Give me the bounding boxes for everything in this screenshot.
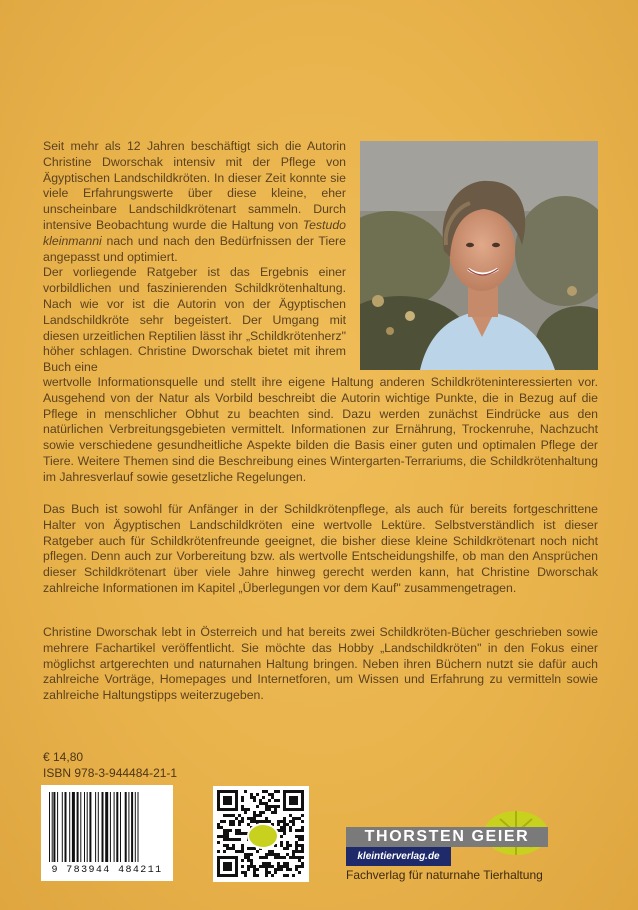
qr-module xyxy=(301,835,304,838)
barcode-bar xyxy=(125,792,127,862)
qr-module xyxy=(226,829,229,832)
barcode-bar xyxy=(102,792,104,862)
qr-module xyxy=(241,871,244,874)
qr-module xyxy=(262,802,265,805)
qr-module xyxy=(286,868,289,871)
qr-module xyxy=(295,850,298,853)
qr-module xyxy=(286,874,289,877)
qr-module xyxy=(253,796,256,799)
qr-module xyxy=(223,829,226,832)
qr-module xyxy=(280,826,283,829)
qr-module xyxy=(274,790,277,793)
qr-module xyxy=(283,832,286,835)
qr-module xyxy=(268,799,271,802)
qr-module xyxy=(241,844,244,847)
qr-module xyxy=(268,808,271,811)
qr-module xyxy=(247,823,250,826)
intro-text-1: Seit mehr als 12 Jahren beschäftigt sich die Autorin Christine Dworschak intensiv mit der Pflege von Ägyptischen Landschildkröten. In dieser Zeit konnte sie viele Erfahrungswerte über diese kleine, eher unscheinbare Landschildkrötenart sammeln. Durch intensive Beobachtung wurde die Haltung von xyxy=(43,139,346,232)
qr-module xyxy=(241,865,244,868)
qr-module xyxy=(250,793,253,796)
qr-module xyxy=(229,829,232,832)
qr-module xyxy=(250,847,253,850)
qr-module xyxy=(286,847,289,850)
qr-module xyxy=(244,808,247,811)
qr-module xyxy=(226,832,229,835)
qr-module xyxy=(295,868,298,871)
qr-module xyxy=(301,862,304,865)
qr-module xyxy=(223,838,226,841)
barcode-bar xyxy=(116,792,118,862)
qr-module xyxy=(289,796,298,805)
qr-module xyxy=(298,859,301,862)
qr-module xyxy=(241,847,244,850)
qr-module xyxy=(256,793,259,796)
qr-module xyxy=(232,820,235,823)
qr-module xyxy=(289,868,292,871)
qr-module xyxy=(274,871,277,874)
barcode-bar xyxy=(69,792,70,862)
qr-module xyxy=(274,805,277,808)
qr-module xyxy=(292,823,295,826)
qr-module xyxy=(268,865,271,868)
qr-module xyxy=(277,805,280,808)
qr-module xyxy=(280,865,283,868)
qr-module xyxy=(262,862,265,865)
isbn-barcode xyxy=(41,785,173,881)
qr-module xyxy=(265,790,268,793)
qr-module xyxy=(262,790,265,793)
qr-module xyxy=(256,874,259,877)
qr-module xyxy=(250,853,253,856)
qr-center-logo xyxy=(248,824,278,848)
price: € 14,80 xyxy=(43,750,84,764)
qr-module xyxy=(256,814,259,817)
qr-module xyxy=(241,832,244,835)
publisher-tagline: Fachverlag für naturnahe Tierhaltung xyxy=(346,868,543,882)
qr-module xyxy=(268,805,271,808)
qr-module xyxy=(265,874,268,877)
qr-module xyxy=(295,841,298,844)
qr-module xyxy=(253,874,256,877)
qr-module xyxy=(292,874,295,877)
qr-module xyxy=(286,844,289,847)
qr-module xyxy=(295,865,298,868)
qr-module xyxy=(277,823,280,826)
qr-module xyxy=(289,814,292,817)
intro-continuation xyxy=(43,375,598,486)
qr-module xyxy=(232,814,235,817)
qr-module xyxy=(280,835,283,838)
qr-module xyxy=(241,859,244,862)
qr-module xyxy=(268,820,271,823)
qr-module xyxy=(229,838,232,841)
qr-module xyxy=(241,808,244,811)
qr-module xyxy=(223,832,226,835)
qr-module xyxy=(250,820,253,823)
qr-module xyxy=(238,823,241,826)
qr-module xyxy=(253,865,256,868)
qr-module xyxy=(259,811,262,814)
qr-module xyxy=(247,808,250,811)
qr-module xyxy=(247,865,250,868)
qr-module xyxy=(265,817,268,820)
qr-module xyxy=(265,862,268,865)
qr-module xyxy=(256,868,259,871)
qr-code xyxy=(213,786,309,882)
qr-module xyxy=(232,838,235,841)
barcode-bar xyxy=(77,792,79,862)
qr-module xyxy=(271,793,274,796)
qr-module xyxy=(301,856,304,859)
qr-module xyxy=(268,862,271,865)
qr-module xyxy=(229,847,232,850)
qr-module xyxy=(223,862,232,871)
qr-module xyxy=(301,826,304,829)
publisher-logo xyxy=(346,827,548,866)
qr-module xyxy=(226,847,229,850)
qr-module xyxy=(241,799,244,802)
qr-module xyxy=(268,793,271,796)
qr-module xyxy=(235,817,238,820)
barcode-bar xyxy=(89,792,91,862)
qr-module xyxy=(250,865,253,868)
qr-module xyxy=(277,820,280,823)
qr-module xyxy=(292,817,295,820)
qr-module xyxy=(298,844,301,847)
qr-module xyxy=(265,871,268,874)
qr-module xyxy=(247,856,250,859)
qr-module xyxy=(271,865,274,868)
qr-module xyxy=(283,817,286,820)
publisher-logo-name: THORSTEN GEIER xyxy=(346,827,548,847)
barcode-bar xyxy=(128,792,129,862)
qr-module xyxy=(235,832,238,835)
qr-module xyxy=(241,817,244,820)
qr-module xyxy=(262,820,265,823)
qr-module xyxy=(286,862,289,865)
qr-module xyxy=(250,862,253,865)
qr-module xyxy=(220,820,223,823)
qr-module xyxy=(229,814,232,817)
qr-module xyxy=(280,856,283,859)
qr-module xyxy=(262,865,265,868)
qr-module xyxy=(238,820,241,823)
qr-module xyxy=(289,820,292,823)
barcode-bar xyxy=(98,792,99,862)
barcode-digits: 9 783944 484211 xyxy=(51,865,163,876)
qr-module xyxy=(256,850,259,853)
qr-module xyxy=(244,856,247,859)
qr-module xyxy=(277,865,280,868)
barcode-bar xyxy=(87,792,88,862)
qr-module xyxy=(259,799,262,802)
qr-module xyxy=(298,871,301,874)
qr-module xyxy=(256,820,259,823)
qr-module xyxy=(298,865,301,868)
qr-module xyxy=(280,829,283,832)
qr-module xyxy=(223,814,226,817)
qr-module xyxy=(286,853,289,856)
qr-module xyxy=(283,829,286,832)
qr-module xyxy=(292,820,295,823)
qr-module xyxy=(283,847,286,850)
qr-module xyxy=(241,796,244,799)
audience-paragraph xyxy=(43,502,598,597)
qr-module xyxy=(223,844,226,847)
barcode-bar xyxy=(72,792,75,862)
qr-module xyxy=(265,820,268,823)
qr-module xyxy=(289,856,292,859)
qr-module xyxy=(220,835,223,838)
qr-module xyxy=(244,853,247,856)
qr-module xyxy=(295,844,298,847)
qr-module xyxy=(238,814,241,817)
qr-module xyxy=(283,856,286,859)
qr-module xyxy=(253,820,256,823)
qr-module xyxy=(295,847,298,850)
qr-module xyxy=(283,823,286,826)
qr-module xyxy=(280,868,283,871)
qr-module xyxy=(274,853,277,856)
qr-module xyxy=(217,835,220,838)
qr-module xyxy=(283,865,286,868)
intro-paragraph xyxy=(43,139,346,265)
qr-module xyxy=(274,856,277,859)
qr-module xyxy=(277,856,280,859)
species-name: Testudo kleinmanni xyxy=(43,217,346,248)
qr-module xyxy=(277,799,280,802)
qr-module xyxy=(286,865,289,868)
qr-module xyxy=(298,856,301,859)
qr-module xyxy=(280,841,283,844)
audience-text: Das Buch ist sowohl für Anfänger in der Schildkrötenpflege, als auch für bereits fortgeschrittene Halter von Ägyptischen Landschildkröten eine wertvolle Lektüre. Selbstverständlich ist dieser Ratgeber auch für Schildkrötenfreunde geeignet, die bisher diese kleine Schildkrötenart noch nicht pflegen. Denn auch zur Vorbereitung bzw. als wertvolle Entscheidungshilfe, ob man den Ansprüchen dieser Schildkrötenart über viele Jahre hinweg gerecht werden kann, hat Christine Dworschak zahlreiche Informationen im Kapitel „Überlegungen vor dem Kauf" zusammengetragen. xyxy=(43,502,598,595)
qr-module xyxy=(292,853,295,856)
qr-module xyxy=(220,826,223,829)
barcode-bar xyxy=(84,792,85,862)
qr-module xyxy=(232,823,235,826)
author-bio-text: Christine Dworschak lebt in Österreich und hat bereits zwei Schildkröten-Bücher geschrieben sowie mehrere Fachartikel veröffentlicht. Sie möchte das Hobby „Landschildkröten" in den Fokus einer möglichst artgerechten und naturnahen Haltung bringen. Neben ihren Büchern nutzt sie dafür auch zahlreiche Vorträge, Homepages und Internetforen, um Wissen und Erfahrung zu vermitteln sowie zahlreiche Haltungstipps weiterzugeben. xyxy=(43,625,598,703)
qr-module xyxy=(238,829,241,832)
qr-module xyxy=(238,838,241,841)
qr-module xyxy=(244,871,247,874)
qr-module xyxy=(283,820,286,823)
qr-module xyxy=(271,874,274,877)
barcode-bar xyxy=(53,792,55,862)
qr-module xyxy=(232,844,235,847)
qr-module xyxy=(247,847,250,850)
barcode-bar xyxy=(110,792,111,862)
qr-module xyxy=(226,814,229,817)
barcode-bar xyxy=(95,792,96,862)
qr-module xyxy=(253,868,256,871)
qr-module xyxy=(298,838,301,841)
qr-module xyxy=(226,844,229,847)
qr-module xyxy=(268,850,271,853)
barcode-bar xyxy=(65,792,67,862)
isbn: ISBN 978-3-944484-21-1 xyxy=(43,766,178,780)
intro-text-2: nach und nach den Bedürfnissen der Tiere angepasst und optimiert. xyxy=(43,233,346,264)
qr-module xyxy=(268,853,271,856)
qr-module xyxy=(295,835,298,838)
qr-module xyxy=(244,874,247,877)
qr-module xyxy=(265,865,268,868)
barcode-bar xyxy=(105,792,108,862)
qr-module xyxy=(301,850,304,853)
barcode-bar xyxy=(131,792,133,862)
qr-module xyxy=(274,808,277,811)
barcode-bar xyxy=(120,792,121,862)
qr-module xyxy=(259,820,262,823)
qr-module xyxy=(289,844,292,847)
qr-module xyxy=(223,796,232,805)
qr-module xyxy=(253,817,256,820)
barcode-bar xyxy=(135,792,136,862)
barcode-bars xyxy=(47,792,167,866)
qr-module xyxy=(271,850,274,853)
qr-module xyxy=(226,835,229,838)
qr-module xyxy=(217,823,220,826)
barcode-bar xyxy=(80,792,81,862)
qr-module xyxy=(259,814,262,817)
qr-module xyxy=(262,796,265,799)
qr-module xyxy=(250,796,253,799)
qr-module xyxy=(241,850,244,853)
ratgeber-paragraph: Der vorliegende Ratgeber ist das Ergebnis einer vorbildlichen und faszinierenden Schildkrötenhaltung. Nach wie vor ist die Autorin von der Ägyptischen Landschildkröte sehr begeistert. Der Umgang mit diesen urzeitlichen Reptilien lässt ihr „Schildkrötenherz" höher schlagen. Christine Dworschak bietet mit ihrem Buch eine xyxy=(43,265,346,375)
qr-module xyxy=(241,820,244,823)
qr-module xyxy=(301,844,304,847)
qr-module xyxy=(280,820,283,823)
qr-module xyxy=(295,817,298,820)
qr-module xyxy=(265,805,268,808)
qr-module xyxy=(301,865,304,868)
qr-module xyxy=(229,823,232,826)
barcode-bar xyxy=(49,792,50,862)
qr-module xyxy=(283,874,286,877)
qr-module xyxy=(262,856,265,859)
qr-module xyxy=(217,826,220,829)
barcode-bar xyxy=(114,792,115,862)
qr-module xyxy=(277,853,280,856)
qr-module xyxy=(238,850,241,853)
qr-module xyxy=(217,841,220,844)
barcode-bar xyxy=(62,792,63,862)
qr-module xyxy=(292,856,295,859)
qr-module xyxy=(286,841,289,844)
qr-module xyxy=(244,811,247,814)
qr-module xyxy=(271,853,274,856)
qr-module xyxy=(241,805,244,808)
qr-module xyxy=(271,811,274,814)
author-bio-paragraph xyxy=(43,625,598,704)
author-photo xyxy=(360,141,598,370)
qr-module xyxy=(265,802,268,805)
qr-module xyxy=(295,829,298,832)
qr-module xyxy=(259,802,262,805)
barcode-bar xyxy=(138,792,139,862)
qr-module xyxy=(286,823,289,826)
qr-module xyxy=(283,826,286,829)
qr-module xyxy=(298,835,301,838)
qr-module xyxy=(226,838,229,841)
qr-module xyxy=(259,865,262,868)
barcode-bar xyxy=(52,792,53,862)
qr-module xyxy=(265,868,268,871)
qr-module xyxy=(259,856,262,859)
barcode-bar xyxy=(57,792,58,862)
qr-module xyxy=(223,850,226,853)
qr-module xyxy=(265,856,268,859)
qr-module xyxy=(265,853,268,856)
qr-module xyxy=(262,811,265,814)
qr-module xyxy=(274,811,277,814)
qr-module xyxy=(250,817,253,820)
qr-module xyxy=(295,856,298,859)
qr-module xyxy=(229,820,232,823)
qr-module xyxy=(277,790,280,793)
qr-module xyxy=(277,868,280,871)
qr-module xyxy=(247,868,250,871)
qr-module xyxy=(253,814,256,817)
qr-module xyxy=(247,817,250,820)
intro-continuation-text: wertvolle Informationsquelle und stellt ihre eigene Haltung anderen Schildkröteninteressierten vor. Ausgehend von der Natur als Vorbild beschreibt die Autorin wichtige Punkte, die in Bezug auf die Pflege in menschlicher Obhut zu beachten sind. Dazu werden zunächst Eindrücke aus den natürlichen Verbreitungsgebieten vermittelt. Informationen zur Ernährung, Trockenruhe, Nachzucht sowie verschiedene gesundheitliche Aspekte bilden die Basis einer guten und optimalen Pflege der Tiere. Weitere Themen sind die Beschreibung eines Wintergarten-Terrariums, die Schildkrötenhaltung im Jahresverlauf sowie gesetzliche Regelungen. xyxy=(43,375,598,484)
qr-module xyxy=(301,847,304,850)
qr-module xyxy=(274,868,277,871)
qr-module xyxy=(298,817,301,820)
qr-module xyxy=(283,862,286,865)
qr-module xyxy=(301,829,304,832)
qr-module xyxy=(271,805,274,808)
qr-module xyxy=(238,832,241,835)
qr-module xyxy=(232,847,235,850)
qr-module xyxy=(253,799,256,802)
qr-module xyxy=(289,826,292,829)
qr-module xyxy=(235,829,238,832)
qr-module xyxy=(247,853,250,856)
qr-module xyxy=(298,850,301,853)
publisher-logo-url: kleintierverlag.de xyxy=(346,847,451,866)
qr-module xyxy=(235,850,238,853)
price-isbn-block xyxy=(43,749,177,781)
qr-module xyxy=(280,844,283,847)
qr-module xyxy=(253,871,256,874)
qr-module xyxy=(223,835,226,838)
qr-module xyxy=(298,829,301,832)
qr-module xyxy=(301,814,304,817)
qr-module xyxy=(223,820,226,823)
qr-module xyxy=(289,829,292,832)
qr-module xyxy=(274,799,277,802)
qr-module xyxy=(244,790,247,793)
qr-module xyxy=(265,808,268,811)
qr-module xyxy=(271,796,274,799)
qr-module xyxy=(277,862,280,865)
qr-module xyxy=(301,820,304,823)
qr-module xyxy=(244,832,247,835)
qr-module xyxy=(235,838,238,841)
qr-module xyxy=(217,850,220,853)
qr-module xyxy=(253,811,256,814)
qr-module xyxy=(250,859,253,862)
qr-module xyxy=(268,871,271,874)
qr-module xyxy=(292,850,295,853)
qr-module xyxy=(256,805,259,808)
qr-module xyxy=(247,859,250,862)
qr-module xyxy=(301,838,304,841)
intro-column xyxy=(43,139,346,376)
